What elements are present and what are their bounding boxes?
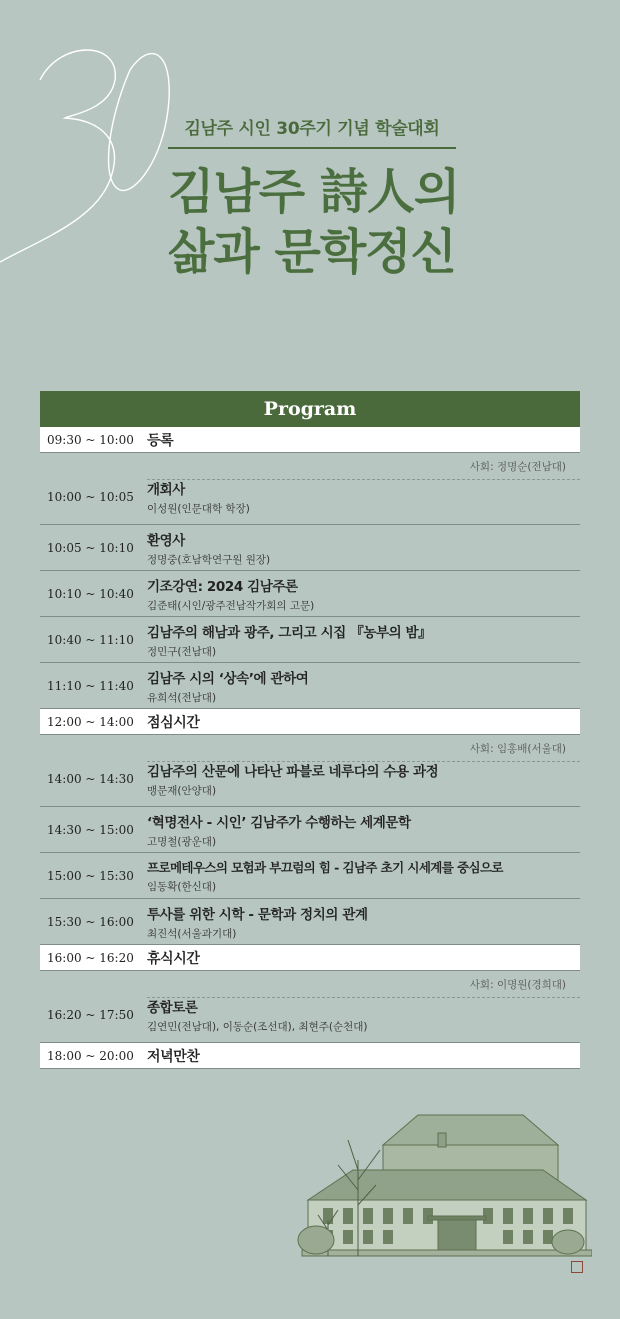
program-table [40, 391, 580, 1069]
program-row [40, 807, 580, 853]
event-subtitle: 김남주 시인 30주기 기념 학술대회 [184, 119, 440, 139]
row-time: 11:10 ~ 11:40 [47, 678, 134, 693]
row-title: ‘혁명전사 - 시인’ 김남주가 수행하는 세계문학 [147, 814, 411, 831]
row-title: 점심시간 [147, 714, 200, 731]
row-speaker: 김연민(전남대), 이동순(조선대), 최현주(순천대) [147, 1021, 368, 1033]
row-speaker: 임동확(한신대) [147, 880, 217, 893]
row-title: 김남주의 산문에 나타난 파블로 네루다의 수용 과정 [147, 764, 439, 780]
row-time: 10:05 ~ 10:10 [47, 540, 134, 555]
row-speaker: 정민구(전남대) [147, 645, 217, 658]
program-row [40, 945, 580, 971]
session-chair: 사회: 정명순(전남대) [469, 461, 566, 473]
row-speaker: 유희석(전남대) [147, 691, 217, 704]
event-title [168, 162, 468, 282]
row-time: 14:30 ~ 15:00 [47, 822, 134, 837]
row-time: 15:30 ~ 16:00 [47, 914, 134, 929]
program-row [40, 453, 580, 525]
row-time: 10:40 ~ 11:10 [47, 632, 134, 647]
chair-divider [147, 761, 580, 762]
title-line-1: 김남주 詩人의 [168, 164, 460, 220]
building-sketch-icon [288, 1100, 592, 1275]
row-time: 16:20 ~ 17:50 [47, 1007, 134, 1022]
subtitle-divider [168, 147, 456, 149]
row-title: 김남주 시의 ‘상속’에 관하여 [147, 670, 309, 687]
program-row [40, 571, 580, 617]
row-speaker: 고명철(광운대) [147, 835, 217, 848]
row-title: 프로메테우스의 모험과 부끄럼의 힘 - 김남주 초기 시세계를 중심으로 [147, 859, 503, 875]
row-time: 09:30 ~ 10:00 [47, 432, 134, 447]
program-row [40, 709, 580, 735]
program-row [40, 663, 580, 709]
row-title: 종합토론 [147, 1000, 198, 1016]
row-speaker: 김준태(시인/광주전남작가회의 고문) [147, 599, 315, 612]
row-time: 12:00 ~ 14:00 [47, 714, 134, 729]
row-time: 14:00 ~ 14:30 [47, 771, 134, 786]
row-speaker: 맹문재(안양대) [147, 785, 217, 797]
program-row [40, 971, 580, 1043]
session-chair: 사회: 이명원(경희대) [469, 979, 566, 991]
title-line-2: 삶과 문학정신 [168, 224, 456, 280]
row-time: 16:00 ~ 16:20 [47, 950, 134, 965]
row-time: 10:00 ~ 10:05 [47, 489, 134, 504]
row-title: 환영사 [147, 532, 185, 549]
row-title: 개회사 [147, 482, 185, 498]
chair-divider [147, 997, 580, 998]
program-row [40, 525, 580, 571]
row-speaker: 정명중(호남학연구원 원장) [147, 553, 271, 566]
program-row [40, 1043, 580, 1069]
program-row [40, 427, 580, 453]
row-speaker: 이성원(인문대학 학장) [147, 503, 250, 515]
row-time: 15:00 ~ 15:30 [47, 868, 134, 883]
session-chair: 사회: 임홍배(서울대) [469, 743, 566, 755]
program-row [40, 899, 580, 945]
row-title: 김남주의 해남과 광주, 그리고 시집 『농부의 밤』 [147, 624, 432, 641]
row-title: 저녁만찬 [147, 1048, 200, 1065]
program-row [40, 735, 580, 807]
program-heading: Program [40, 391, 580, 427]
row-time: 18:00 ~ 20:00 [47, 1048, 134, 1063]
seal-stamp-icon [571, 1261, 583, 1273]
row-speaker: 최진석(서울과기대) [147, 927, 237, 940]
row-time: 10:10 ~ 10:40 [47, 586, 134, 601]
chair-divider [147, 479, 580, 480]
program-row [40, 853, 580, 899]
row-title: 등록 [147, 432, 174, 449]
row-title: 투사를 위한 시학 - 문학과 정치의 관계 [147, 906, 368, 923]
row-title: 기조강연: 2024 김남주론 [147, 578, 298, 595]
program-row [40, 617, 580, 663]
row-title: 휴식시간 [147, 950, 200, 967]
